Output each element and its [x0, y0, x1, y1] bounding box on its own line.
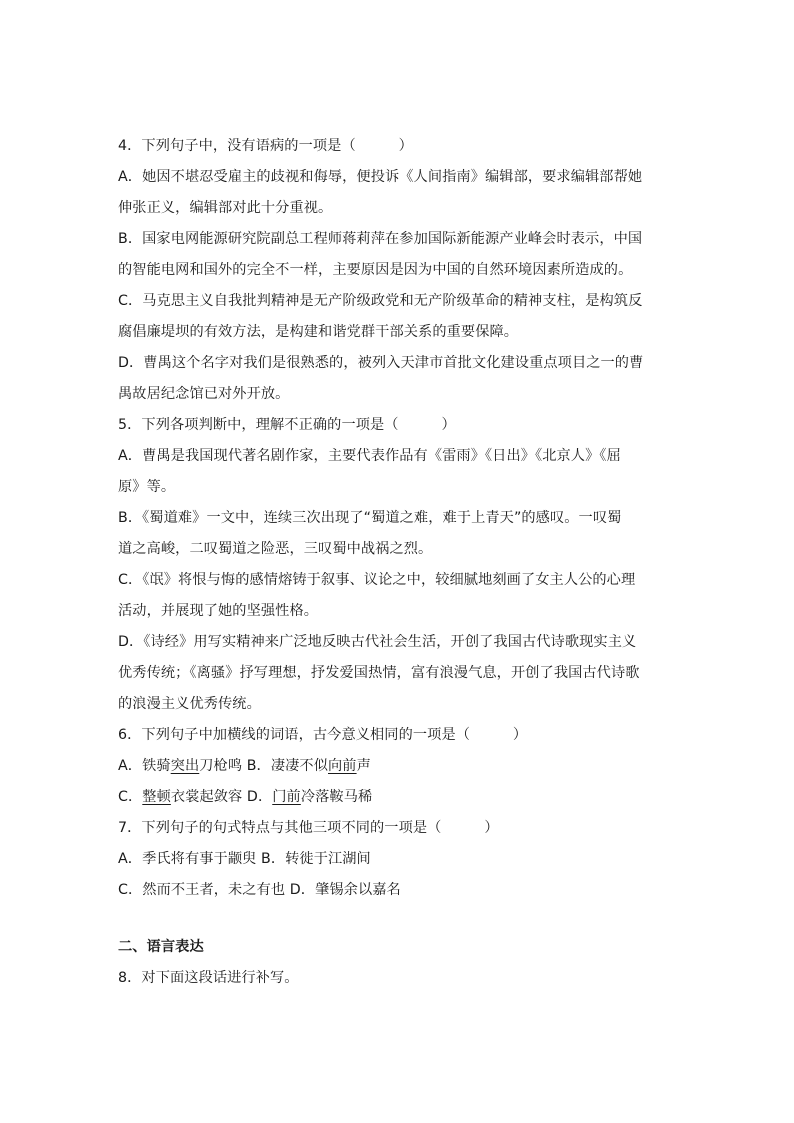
option-a-prefix: A．铁骑: [118, 758, 171, 774]
options-c-d: [118, 782, 688, 813]
option-d-line-3: 的浪漫主义优秀传统。: [118, 696, 261, 712]
option-c-suffix: 衣裳起敛容 D．: [170, 789, 273, 805]
question-stem: 6．下列句子中加横线的词语，古今意义相同的一项是（ ）: [118, 727, 528, 743]
section-heading: 二、语言表达: [118, 939, 204, 955]
option-d-suffix: 冷落鞍马稀: [300, 789, 373, 805]
options-c-d: C．然而不王者，未之有也 D．肇锡余以嘉名: [118, 882, 401, 898]
question-stem: 5．下列各项判断中，理解不正确的一项是（ ）: [118, 417, 456, 433]
option-b-suffix: 声: [356, 758, 371, 774]
option-d-line-2: 优秀传统；《离骚》抒写理想，抒发爱国热情，富有浪漫气息，开创了我国古代诗歌: [118, 665, 640, 681]
option-c-prefix: C．: [118, 789, 143, 805]
document-page: [118, 131, 688, 994]
question-4: [118, 131, 688, 410]
underlined-word: 整顿: [142, 789, 171, 805]
option-d-line-1: D．曹禺这个名字对我们是很熟悉的，被列入天津市首批文化建设重点项目之一的曹: [118, 355, 644, 371]
option-c-line-1: C．《氓》将恨与悔的感情熔铸于叙事、议论之中，较细腻地刻画了女主人公的心理: [118, 572, 636, 588]
option-a-suffix: 刀枪鸣 B．凄凄不似: [199, 758, 328, 774]
question-stem: 4．下列句子中，没有语病的一项是（ ）: [118, 138, 413, 154]
option-d-line-2: 禺故居纪念馆已对外开放。: [118, 386, 290, 402]
question-7: [118, 813, 688, 906]
question-8-stem: 8．对下面这段话进行补写。: [118, 970, 299, 986]
option-a-line-2: 伸张正义，编辑部对此十分重视。: [118, 200, 333, 216]
underlined-word: 门前: [272, 789, 301, 805]
option-a-line-2: 原》等。: [118, 479, 176, 495]
option-d-line-1: D．《诗经》用写实精神来广泛地反映古代社会生活，开创了我国古代诗歌现实主义: [118, 634, 637, 650]
options-a-b: [118, 751, 688, 782]
question-stem: 7．下列句子的句式特点与其他三项不同的一项是（ ）: [118, 820, 499, 836]
option-b-line-1: B．国家电网能源研究院副总工程师蒋莉萍在参加国际新能源产业峰会时表示，中国: [118, 231, 643, 247]
option-c-line-1: C．马克思主义自我批判精神是无产阶级政党和无产阶级革命的精神支柱，是构筑反: [118, 293, 643, 309]
underlined-word: 向前: [328, 758, 357, 774]
option-c-line-2: 腐倡廉堤坝的有效方法，是构建和谐党群干部关系的重要保障。: [118, 324, 519, 340]
option-b-line-2: 的智能电网和国外的完全不一样，主要原因是因为中国的自然环境因素所造成的。: [118, 262, 633, 278]
option-b-line-2: 道之高峻，二叹蜀道之险恶，三叹蜀中战祸之烈。: [118, 541, 433, 557]
underlined-word: 突出: [170, 758, 200, 774]
option-a-line-1: A．曹禺是我国现代著名剧作家，主要代表作品有《雷雨》《日出》《北京人》《屈: [118, 448, 621, 464]
option-a-line-1: A．她因不堪忍受雇主的歧视和侮辱，便投诉《人间指南》编辑部，要求编辑部帮她: [118, 169, 643, 185]
options-a-b: A．季氏将有事于颛臾 B．转徙于江湖间: [118, 851, 371, 867]
option-c-line-2: 活动，并展现了她的坚强性格。: [118, 603, 319, 619]
question-5: [118, 410, 688, 720]
option-b-line-1: B．《蜀道难》一文中，连续三次出现了“蜀道之难，难于上青天”的感叹。一叹蜀: [118, 510, 622, 526]
question-6: [118, 720, 688, 813]
